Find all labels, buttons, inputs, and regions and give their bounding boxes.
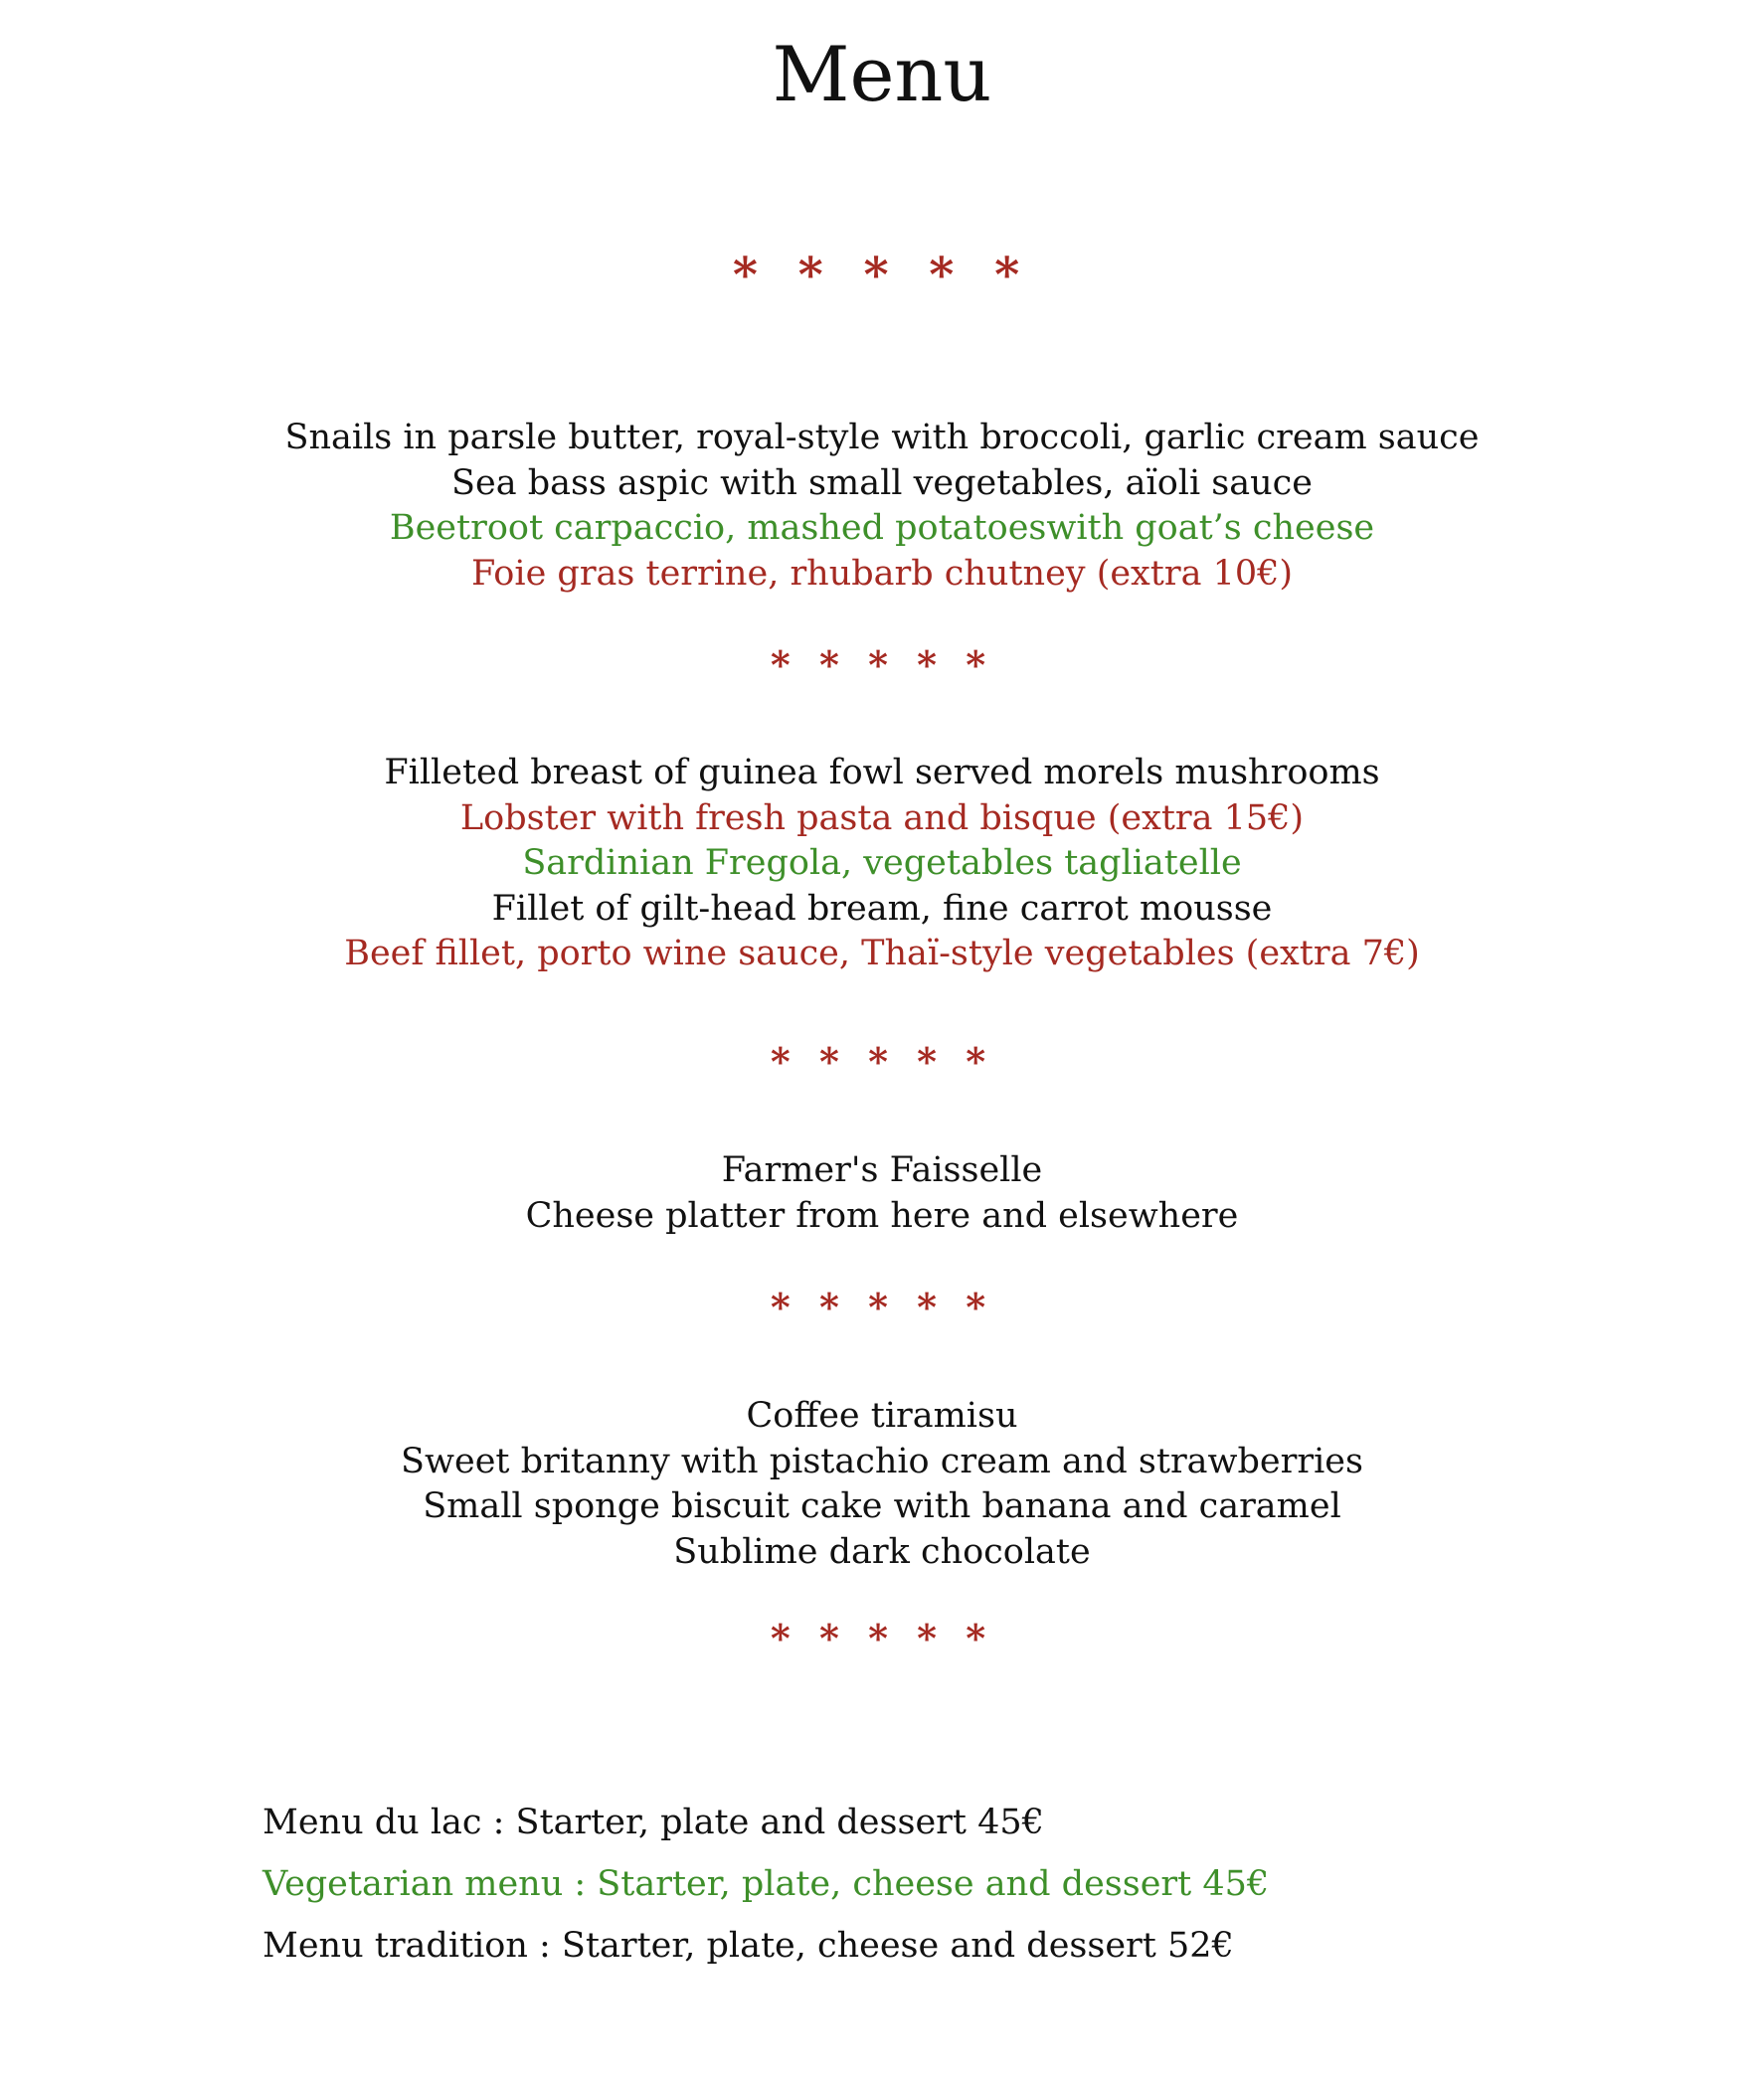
formula-item: Menu tradition : Starter, plate, cheese and dessert 52€ <box>263 1926 1234 1966</box>
page-title: Menu <box>772 30 992 118</box>
menu-formulas <box>263 1792 1269 1977</box>
main-item: Sardinian Fregola, vegetables tagliatelle <box>522 843 1242 883</box>
dessert-item: Sublime dark chocolate <box>673 1531 1091 1572</box>
separator-stars: * * * * * <box>732 248 1032 303</box>
separator-stars: * * * * * <box>770 1616 994 1660</box>
starter-item: Beetroot carpaccio, mashed potatoeswith goat’s cheese <box>389 508 1375 548</box>
starter-item: Foie gras terrine, rhubarb chutney (extra 10€) <box>470 553 1294 594</box>
main-item: Lobster with fresh pasta and bisque (extra 15€) <box>459 797 1305 838</box>
starter-item: Snails in parsle butter, royal-style with broccoli, garlic cream sauce <box>284 418 1480 457</box>
dessert-item: Coffee tiramisu <box>746 1396 1018 1436</box>
formula-item: Menu du lac : Starter, plate and dessert 45€ <box>263 1803 1044 1842</box>
separator-stars: * * * * * <box>770 1039 994 1084</box>
starters-section <box>0 416 1764 597</box>
dessert-item: Small sponge biscuit cake with banana and caramel <box>423 1486 1341 1526</box>
cheese-item: Farmer's Faisselle <box>721 1150 1043 1190</box>
desserts-section <box>0 1394 1764 1575</box>
cheese-item: Cheese platter from here and elsewhere <box>525 1195 1239 1236</box>
mains-section <box>0 751 1764 977</box>
separator-stars: * * * * * <box>770 1285 994 1329</box>
main-item: Beef fillet, porto wine sauce, Thaï-style vegetables (extra 7€) <box>344 934 1420 973</box>
dessert-item: Sweet britanny with pistachio cream and strawberries <box>401 1441 1363 1481</box>
main-item: Fillet of gilt-head bream, fine carrot mousse <box>491 888 1273 929</box>
cheese-section <box>0 1148 1764 1239</box>
separator-stars: * * * * * <box>770 642 994 687</box>
main-item: Filleted breast of guinea fowl served morels mushrooms <box>384 753 1380 792</box>
formula-item: Vegetarian menu : Starter, plate, cheese and dessert 45€ <box>263 1864 1270 1904</box>
starter-item: Sea bass aspic with small vegetables, aïoli sauce <box>451 462 1313 503</box>
